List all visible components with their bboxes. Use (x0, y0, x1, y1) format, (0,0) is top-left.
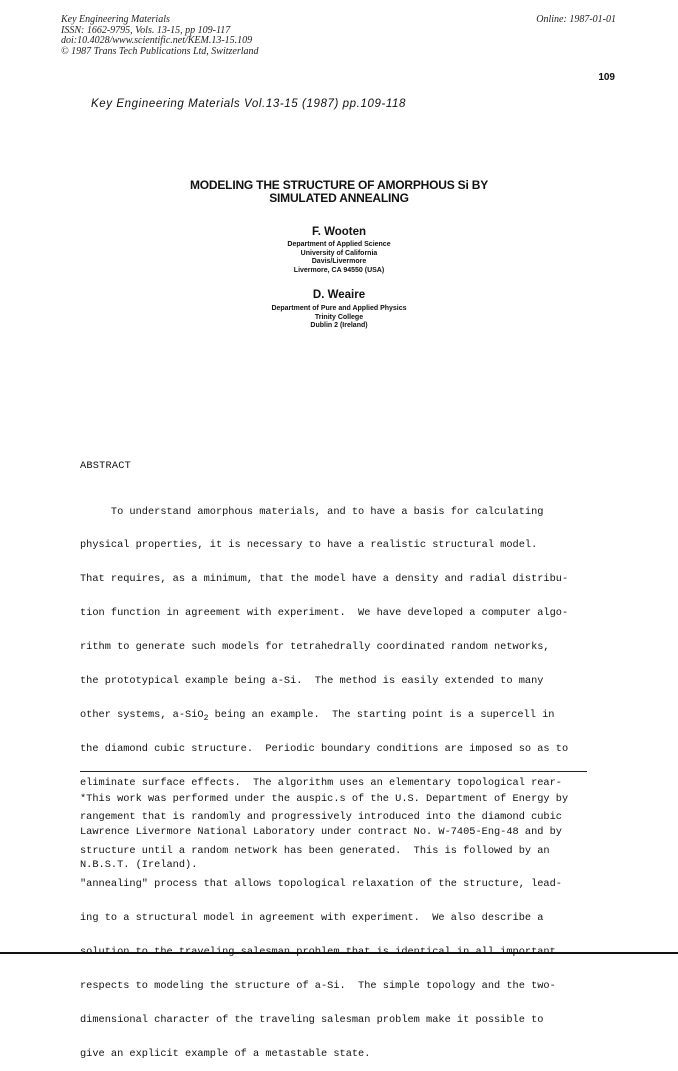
abstract-line: the diamond cubic structure. Periodic boundary conditions are imposed so as to (80, 742, 569, 755)
title-line-2: SIMULATED ANNEALING (269, 191, 409, 205)
author-1-affiliation (0, 241, 678, 276)
paper-title (0, 179, 678, 205)
abstract-line: respects to modeling the structure of a-Si. The simple topology and the two- (80, 980, 556, 993)
abstract-line: To understand amorphous materials, and to have a basis for calculating (80, 505, 544, 518)
affiliation-line: Dublin 2 (Ireland) (310, 322, 368, 330)
footnote-line: Lawrence Livermore National Laboratory under contract No. W-7405-Eng-48 and by (80, 826, 562, 838)
citation-doi: doi:10.4028/www.scientific.net/KEM.13-15.109 (61, 35, 253, 46)
abstract-line: the prototypical example being a-Si. The method is easily extended to many (80, 675, 544, 688)
footnote-line: N.B.S.T. (Ireland). (80, 859, 198, 871)
affiliation-line: Trinity College (314, 313, 364, 321)
abstract-line (80, 710, 600, 721)
citation-copyright: © 1987 Trans Tech Publications Ltd, Switzerland (61, 45, 259, 57)
abstract-line-text: other systems, a-SiO (80, 708, 204, 721)
abstract-heading: ABSTRACT (80, 460, 132, 472)
footnote (80, 772, 600, 882)
subscript: 2 (203, 713, 209, 723)
page-bottom-border (0, 952, 678, 954)
abstract-line: tion function in agreement with experiment. We have developed a computer algo- (80, 607, 569, 620)
abstract-line: rangement that is randomly and progressively introduced into the diamond cubic (80, 810, 562, 823)
abstract-line: structure until a random network has been generated. This is followed by an (80, 844, 550, 857)
affiliation-line: Davis/Livermore (311, 258, 367, 266)
abstract-line: ing to a structural model in agreement with experiment. We also describe a (80, 912, 544, 925)
abstract-line-text: being an example. The starting point is a supercell in (208, 708, 555, 721)
citation-block (61, 15, 259, 57)
page-number: 109 (598, 72, 615, 83)
abstract-line: dimensional character of the traveling salesman problem make it possible to (80, 1013, 544, 1026)
affiliation-line: University of California (300, 249, 378, 257)
journal-reference: Key Engineering Materials Vol.13-15 (1987) pp.109-118 (91, 98, 407, 110)
online-date: Online: 1987-01-01 (536, 14, 616, 25)
title-line-1: MODELING THE STRUCTURE OF AMORPHOUS Si BY (189, 178, 489, 192)
abstract-line: "annealing" process that allows topological relaxation of the structure, lead- (80, 878, 562, 891)
abstract-line: eliminate surface effects. The algorithm uses an elementary topological rear- (80, 776, 562, 789)
author-2-affiliation (0, 305, 678, 331)
author-1-name: F. Wooten (311, 226, 367, 238)
citation-journal: Key Engineering Materials (61, 14, 170, 25)
author-2-name: D. Weaire (312, 289, 366, 301)
affiliation-line: Department of Pure and Applied Physics (271, 305, 407, 312)
citation-issn: ISSN: 1662-9795, Vols. 13-15, pp 109-117 (61, 24, 231, 36)
affiliation-line: Department of Applied Science (287, 241, 391, 248)
abstract-line: give an explicit example of a metastable state. (80, 1047, 371, 1060)
affiliation-line: Livermore, CA 94550 (USA) (293, 267, 385, 275)
abstract-line: physical properties, it is necessary to have a realistic structural model. (80, 539, 538, 552)
abstract-line: That requires, as a minimum, that the model have a density and radial distribu- (80, 573, 569, 586)
footnote-line: *This work was performed under the auspic.s of the U.S. Department of Energy by (80, 793, 569, 805)
abstract-line: rithm to generate such models for tetrahedrally coordinated random networks, (80, 641, 550, 654)
